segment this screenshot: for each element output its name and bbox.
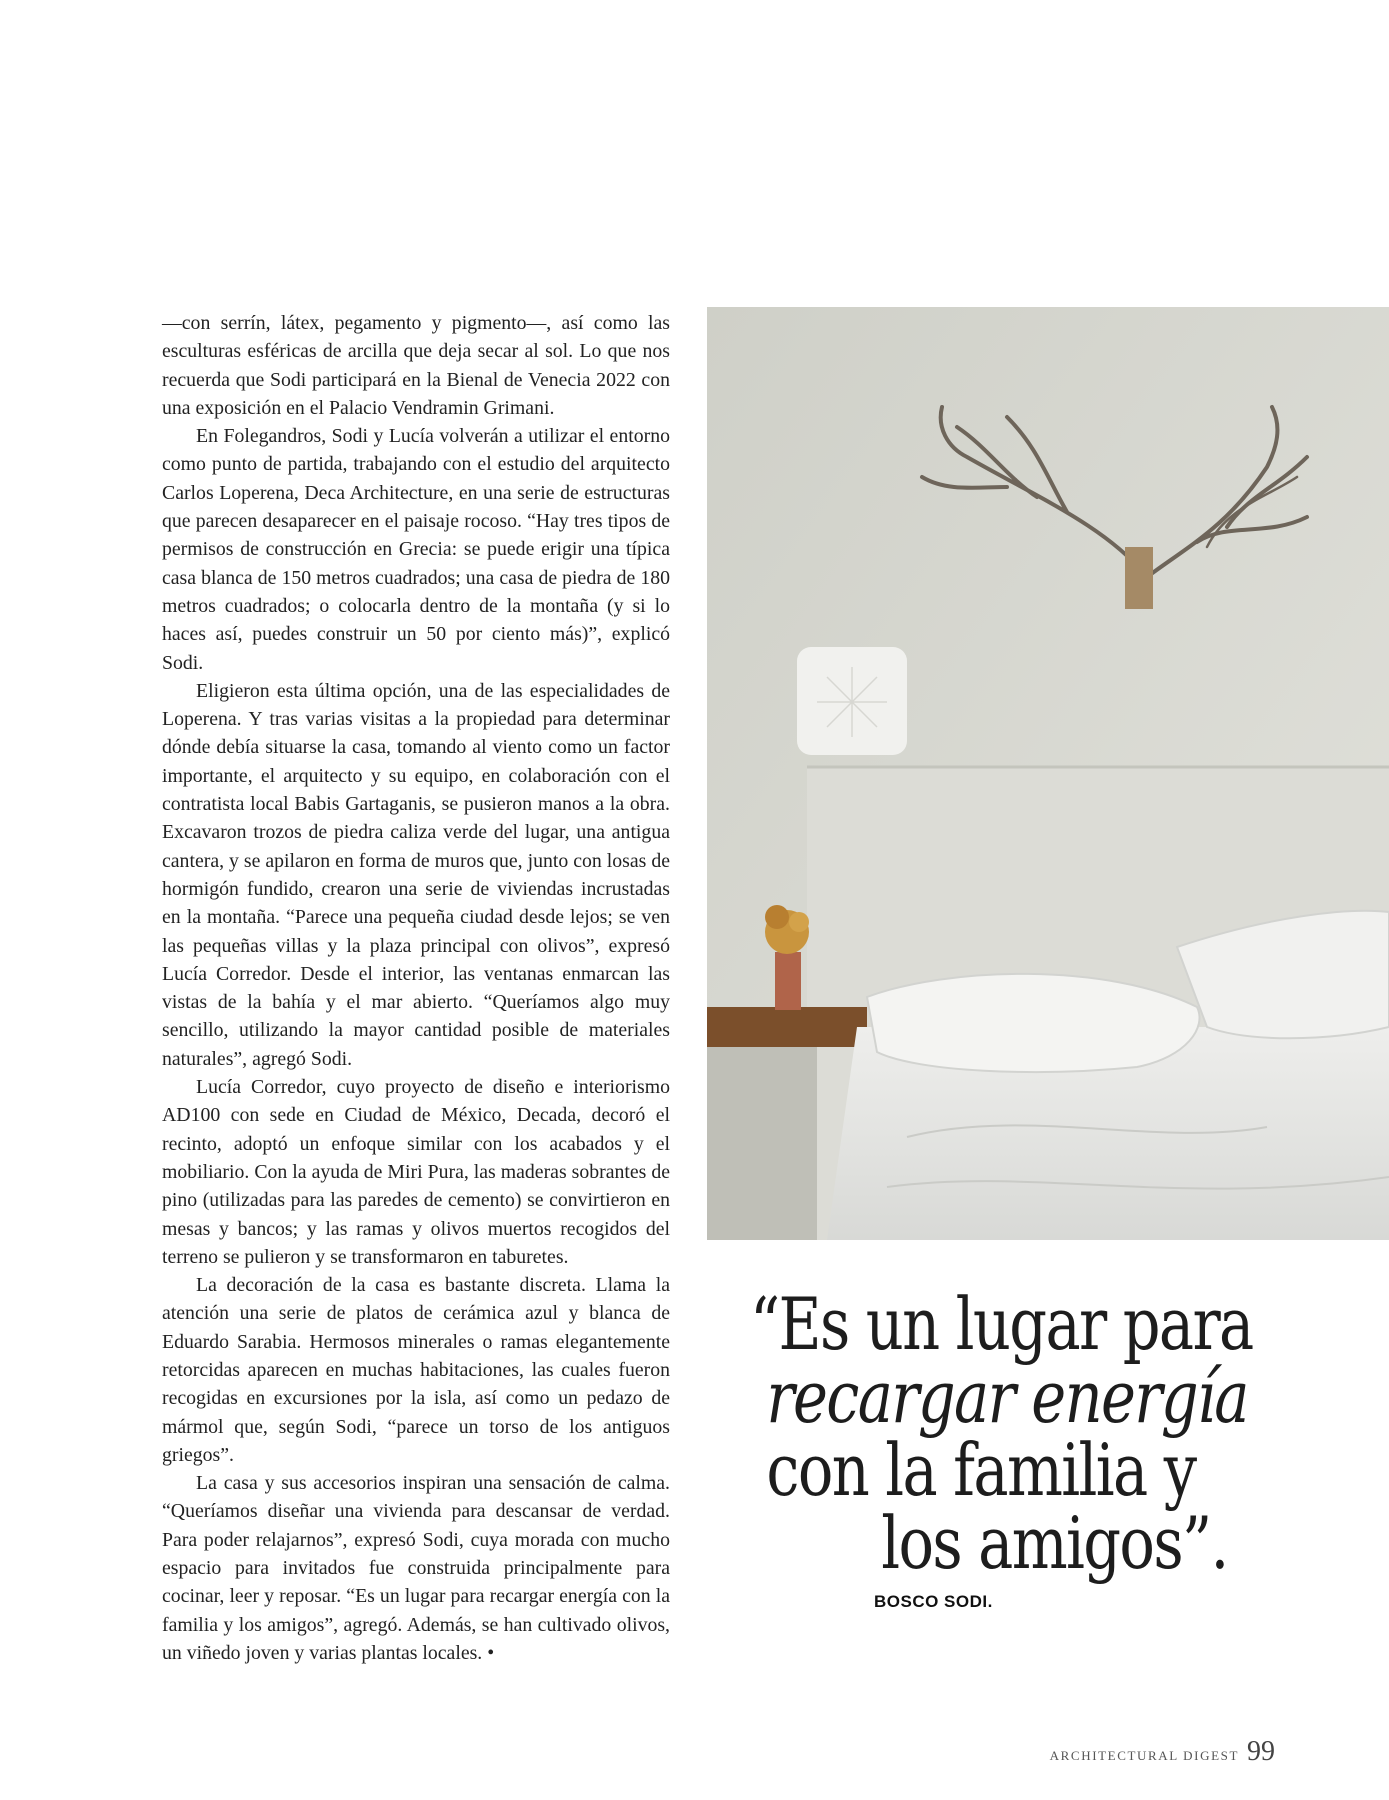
pull-quote-line: los amigos”. bbox=[881, 1501, 1228, 1585]
pull-quote-line-italic bbox=[750, 1355, 1248, 1439]
magazine-name: ARCHITECTURAL DIGEST bbox=[1049, 1748, 1239, 1763]
bedroom-illustration bbox=[707, 307, 1389, 1240]
bedroom-photo bbox=[707, 307, 1389, 1240]
page-number: 99 bbox=[1247, 1736, 1275, 1767]
article-paragraph: Eligieron esta última opción, una de las especialidades de Loperena. Y tras varias visitas a la propiedad para determinar dónde debía situarse la casa, tomando al viento como un factor importante, el arquitecto y su equipo, en colaboración con el contratista local Babis Gartaganis, se pusieron manos a la obra. Excavaron trozos de piedra caliza verde del lugar, una antigua cantera, y se apilaron en forma de muros que, junto con losas de hormigón fundido, crearon una serie de viviendas incrustadas en la montaña. “Parece una pequeña ciudad desde lejos; se ven las pequeñas villas y la plaza principal con olivos”, expresó Lucía Corredor. Desde el interior, las ventanas enmarcan las vistas de la bahía y el mar abierto. “Queríamos algo muy sencillo, utilizando la mayor cantidad posible de materiales naturales”, agregó Sodi. bbox=[162, 679, 670, 1070]
page-footer bbox=[1050, 1736, 1275, 1768]
article-paragraph: —con serrín, látex, pegamento y pigmento—, así como las esculturas esféricas de arcilla que deja secar al sol. Lo que nos recuerda que Sodi participará en la Bienal de Venecia 2022 con una exposición en el Palacio Vendramin Grimani. bbox=[162, 312, 670, 419]
article-paragraph: La decoración de la casa es bastante discreta. Llama la atención una serie de platos de cerámica azul y blanca de Eduardo Sarabia. Hermosos minerales o ramas elegantemente retorcidas aparecen en muchas habitaciones, las cuales fueron recogidas en excursiones por la isla, así como un pedazo de mármol que, según Sodi, “parece un torso de los antiguos griegos”. bbox=[162, 1274, 670, 1466]
pull-quote-emphasis: recargar energía bbox=[766, 1355, 1248, 1439]
pull-quote-line: con la familia y bbox=[766, 1428, 1196, 1512]
article-paragraph: Lucía Corredor, cuyo proyecto de diseño e interiorismo AD100 con sede en Ciudad de México, Decada, decoró el recinto, adoptó un enfoque similar con los acabados y el mobiliario. Con la ayuda de Miri Pura, las maderas sobrantes de pino (utilizadas para las paredes de cemento) se convirtieron en mesas y bancos; y las ramas y olivos muertos recogidos del terreno se pulieron y se transformaron en taburetes. bbox=[162, 1076, 670, 1268]
pull-quote-line: “Es un lugar para bbox=[750, 1282, 1253, 1366]
article-paragraph: En Folegandros, Sodi y Lucía volverán a utilizar el entorno como punto de partida, trabajando con el estudio del arquitecto Carlos Loperena, Deca Architecture, en una serie de estructuras que parecen desaparecer en el paisaje rocoso. “Hay tres tipos de permisos de construcción en Grecia: se puede erigir una típica casa blanca de 150 metros cuadrados; una casa de piedra de 180 metros cuadrados; o colocarla dentro de la montaña (y si lo haces así, puedes construir un 50 por ciento más)”, explicó Sodi. bbox=[162, 425, 670, 674]
pull-quote bbox=[750, 1282, 1253, 1585]
quote-attribution: BOSCO SODI. bbox=[874, 1592, 993, 1611]
article-body bbox=[162, 309, 670, 1667]
article-paragraph: La casa y sus accesorios inspiran una sensación de calma. “Queríamos diseñar una vivienda para descansar de verdad. Para poder relajarnos”, expresó Sodi, cuya morada con mucho espacio para invitados fue construida principalmente para cocinar, leer y reposar. “Es un lugar para recargar energía con la familia y los amigos”, agregó. Además, se han cultivado olivos, un viñedo joven y varias plantas locales. • bbox=[162, 1472, 670, 1664]
